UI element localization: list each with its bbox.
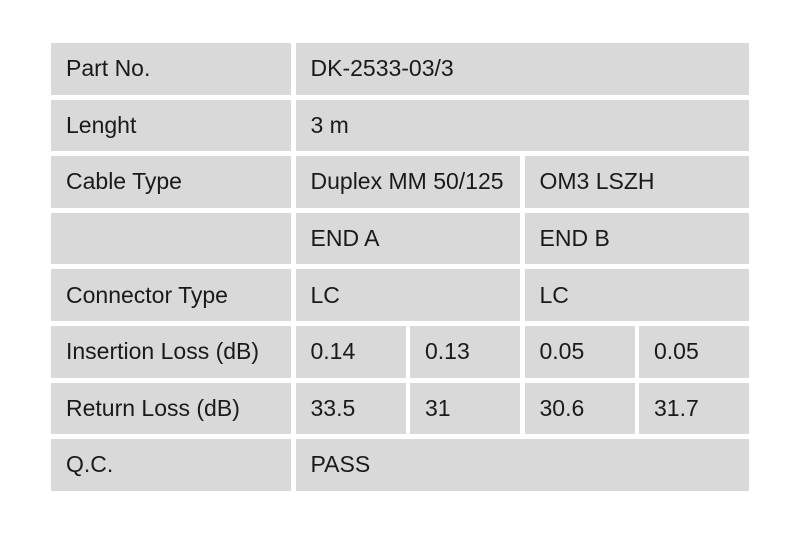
cable-type-value-right: OM3 LSZH — [525, 156, 750, 208]
end-b-header: END B — [525, 213, 750, 265]
qc-label: Q.C. — [51, 439, 291, 491]
return-loss-end-a-2: 31 — [410, 383, 520, 435]
insertion-loss-label: Insertion Loss (dB) — [51, 326, 291, 378]
length-label: Lenght — [51, 100, 291, 152]
part-no-value: DK-2533-03/3 — [296, 43, 750, 95]
return-loss-end-a-1: 33.5 — [296, 383, 406, 435]
insertion-loss-end-b-1: 0.05 — [525, 326, 635, 378]
return-loss-label: Return Loss (dB) — [51, 383, 291, 435]
cable-type-value-left: Duplex MM 50/125 — [296, 156, 521, 208]
connector-type-end-b: LC — [525, 269, 750, 321]
part-no-label: Part No. — [51, 43, 291, 95]
connector-type-end-a: LC — [296, 269, 521, 321]
insertion-loss-end-b-2: 0.05 — [639, 326, 749, 378]
ends-header-empty-cell — [51, 213, 291, 265]
connector-type-label: Connector Type — [51, 269, 291, 321]
return-loss-end-b-1: 30.6 — [525, 383, 635, 435]
cable-type-label: Cable Type — [51, 156, 291, 208]
end-a-header: END A — [296, 213, 521, 265]
length-value: 3 m — [296, 100, 750, 152]
qc-value: PASS — [296, 439, 750, 491]
return-loss-end-b-2: 31.7 — [639, 383, 749, 435]
insertion-loss-end-a-2: 0.13 — [410, 326, 520, 378]
insertion-loss-end-a-1: 0.14 — [296, 326, 406, 378]
spec-table — [51, 43, 749, 491]
